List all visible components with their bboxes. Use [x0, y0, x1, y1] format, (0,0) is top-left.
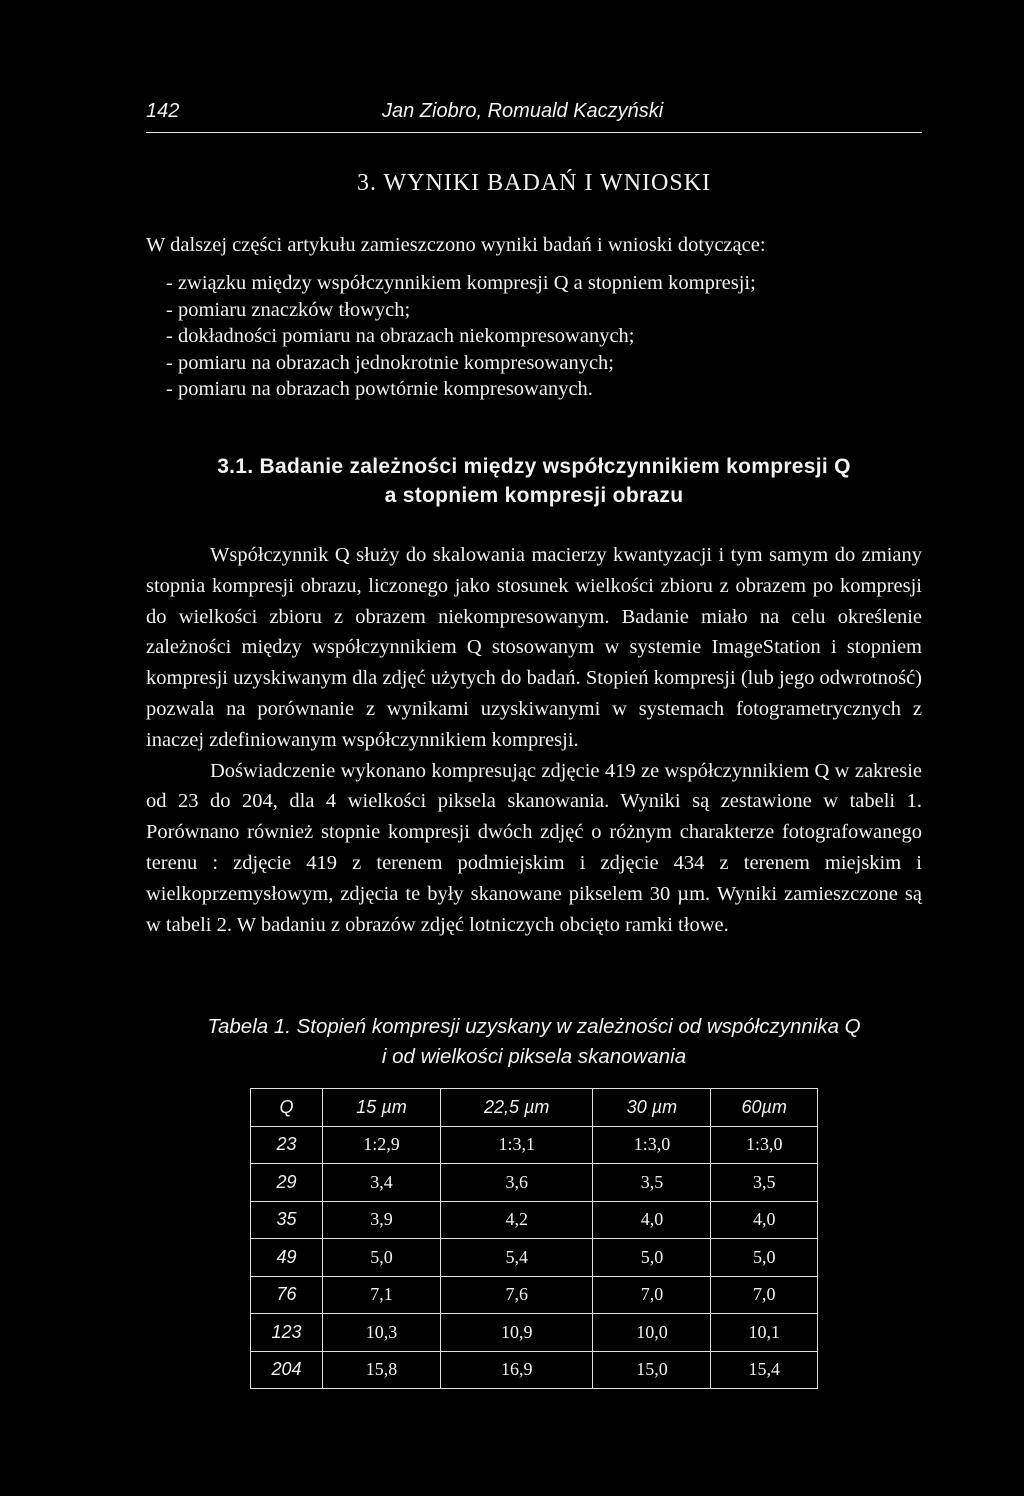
- column-header: 30 µm: [593, 1089, 711, 1127]
- table-cell: 7,1: [323, 1276, 441, 1314]
- table-row: [251, 1126, 818, 1164]
- table-row: [251, 1351, 818, 1389]
- section-title: 3. WYNIKI BADAŃ I WNIOSKI: [356, 170, 712, 196]
- table-cell: 10,1: [711, 1314, 818, 1352]
- table-cell: 1:3,1: [441, 1126, 593, 1164]
- table-cell: 1:2,9: [323, 1126, 441, 1164]
- column-header-q: Q: [251, 1089, 323, 1127]
- column-header: 60µm: [711, 1089, 818, 1127]
- findings-list: [166, 270, 916, 403]
- table-cell: 4,0: [593, 1201, 711, 1239]
- table-cell-q: 23: [251, 1126, 323, 1164]
- table-cell-q: 204: [251, 1351, 323, 1389]
- table-row: [251, 1239, 818, 1277]
- subsection-title-line: 3.1. Badanie zależności między współczynnikiem kompresji Q: [217, 455, 851, 478]
- table-cell-q: 123: [251, 1314, 323, 1352]
- page-header: [146, 96, 922, 133]
- table-cell: 3,9: [323, 1201, 441, 1239]
- caption-line: i od wielkości piksela skanowania: [381, 1045, 687, 1068]
- table-cell: 5,0: [711, 1239, 818, 1277]
- intro-paragraph: W dalszej części artykułu zamieszczono wyniki badań i wnioski dotyczące:: [146, 234, 766, 256]
- table-cell: 4,0: [711, 1201, 818, 1239]
- column-header: 22,5 µm: [441, 1089, 593, 1127]
- table-cell: 4,2: [441, 1201, 593, 1239]
- table-cell: 10,0: [593, 1314, 711, 1352]
- table-cell: 5,0: [593, 1239, 711, 1277]
- table-cell-q: 49: [251, 1239, 323, 1277]
- table-cell-q: 29: [251, 1164, 323, 1202]
- body-paragraph: Doświadczenie wykonano kompresując zdjęcie 419 ze współczynnikiem Q w zakresie od 23 do 204, dla 4 wielkości piksela skanowania. Wyniki są zestawione w tabeli 1. Porównano również stopnie kompresji dwóch zdjęć o różnym charakterze fotografowanego terenu : zdjęcie 419 z terenem podmiejskim i zdjęcie 434 z terenem miejskim i wielkoprzemysłowym, zdjęcia te były skanowane pikselem 30 µm. Wyniki zamieszczone są w tabeli 2. W badaniu z obrazów zdjęć lotniczych obcięto ramki tłowe.: [146, 759, 922, 936]
- table-row: [251, 1164, 818, 1202]
- subsection-title-line: a stopniem kompresji obrazu: [384, 484, 684, 507]
- table-cell: 5,0: [323, 1239, 441, 1277]
- page-number: 142: [146, 100, 180, 122]
- table-cell: 1:3,0: [593, 1126, 711, 1164]
- caption-line: Tabela 1. Stopień kompresji uzyskany w zależności od współczynnika Q: [207, 1015, 861, 1038]
- running-head-authors: Jan Ziobro, Romuald Kaczyński: [382, 100, 664, 122]
- table-cell: 7,0: [711, 1276, 818, 1314]
- table-caption: [146, 1012, 922, 1072]
- column-header: 15 µm: [323, 1089, 441, 1127]
- list-item: - pomiaru na obrazach jednokrotnie kompresowanych;: [166, 351, 614, 374]
- table-cell: 10,3: [323, 1314, 441, 1352]
- table-row: [251, 1314, 818, 1352]
- table-cell: 3,4: [323, 1164, 441, 1202]
- table-cell-q: 76: [251, 1276, 323, 1314]
- table-cell: 5,4: [441, 1239, 593, 1277]
- list-item: - dokładności pomiaru na obrazach niekompresowanych;: [166, 325, 635, 347]
- list-item: - pomiaru znaczków tłowych;: [166, 298, 411, 321]
- table-cell: 15,4: [711, 1351, 818, 1389]
- table-cell: 16,9: [441, 1351, 593, 1389]
- table-cell: 3,5: [593, 1164, 711, 1202]
- subsection-heading: [146, 452, 922, 510]
- table-row: [251, 1276, 818, 1314]
- list-item: - pomiaru na obrazach powtórnie kompresowanych.: [166, 378, 593, 400]
- table-row: [251, 1201, 818, 1239]
- table-cell: 3,6: [441, 1164, 593, 1202]
- list-item: - związku między współczynnikiem kompresji Q a stopniem kompresji;: [166, 272, 756, 294]
- table-cell: 15,8: [323, 1351, 441, 1389]
- table-cell: 7,0: [593, 1276, 711, 1314]
- table-cell: 7,6: [441, 1276, 593, 1314]
- body-text: [146, 540, 922, 940]
- table-cell: 10,9: [441, 1314, 593, 1352]
- body-paragraph: Współczynnik Q służy do skalowania macierzy kwantyzacji i tym samym do zmiany stopnia kompresji obrazu, liczonego jako stosunek wielkości zbioru z obrazem po kompresji do wielkości zbioru z obrazem niekompresowanym. Badanie miało na celu określenie zależności między współczynnikiem Q stosowanym w systemie ImageStation i stopniem kompresji uzyskiwanym dla zdjęć użytych do badań. Stopień kompresji (lub jego odwrotność) pozwala na porównanie z wynikami uzyskiwanymi w systemach fotogrametrycznych z inaczej zdefiniowanym współczynnikiem kompresji.: [146, 544, 922, 751]
- compression-table: [250, 1088, 818, 1389]
- table-cell-q: 35: [251, 1201, 323, 1239]
- table-cell: 15,0: [593, 1351, 711, 1389]
- table-cell: 3,5: [711, 1164, 818, 1202]
- table-header-row: [251, 1089, 818, 1127]
- table-cell: 1:3,0: [711, 1126, 818, 1164]
